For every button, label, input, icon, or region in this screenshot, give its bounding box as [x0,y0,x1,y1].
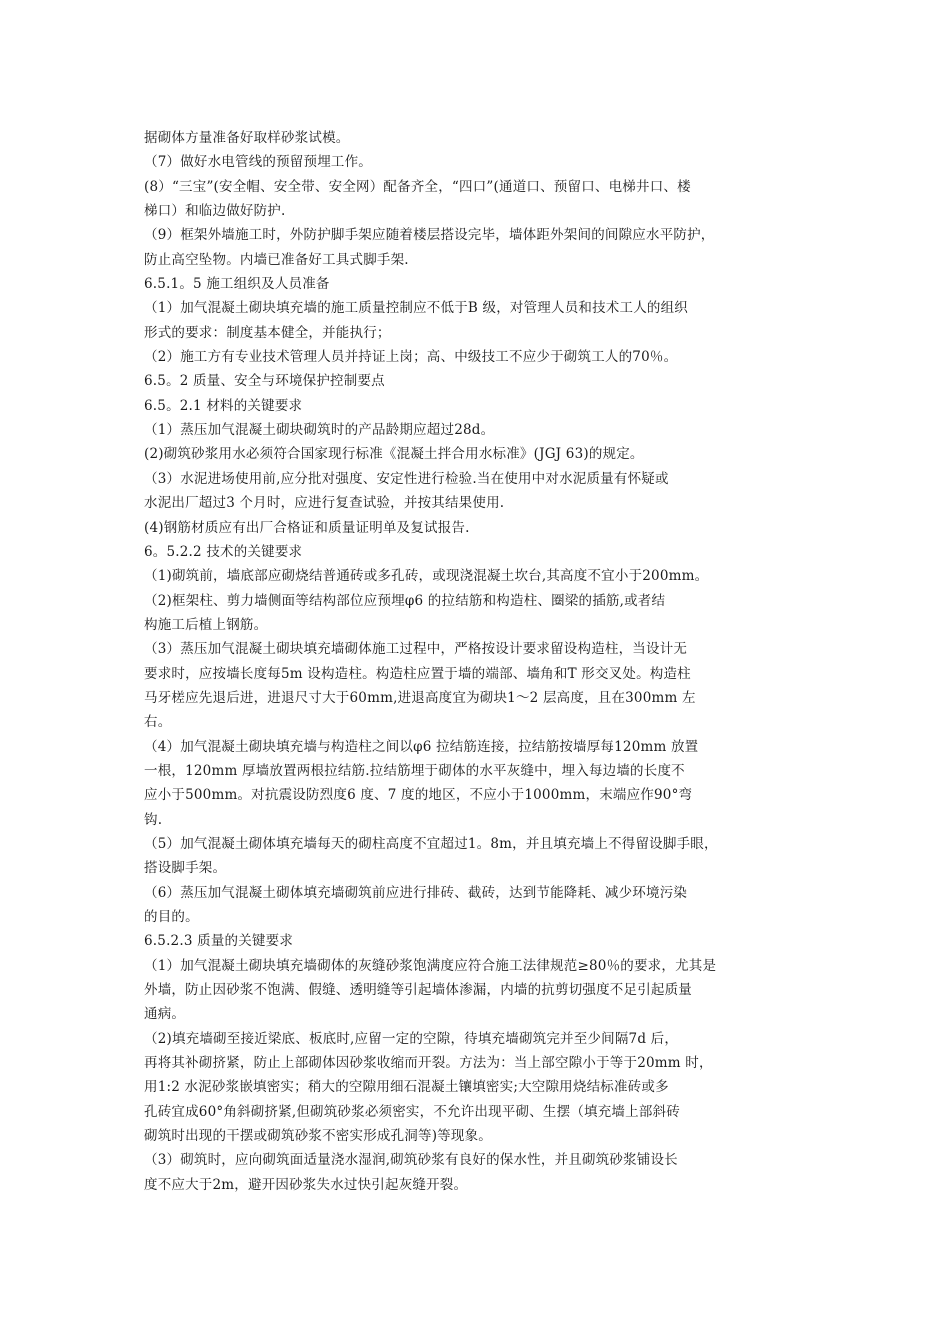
text-line: （1）加气混凝土砌块填充墙砌体的灰缝砂浆饱满度应符合施工法律规范≥80％的要求，尤其是 [144,957,717,974]
text-line: 要求时，应按墙长度每5m 设构造柱。构造柱应置于墙的端部、墙角和T 形交叉处。构造柱 [144,665,691,682]
text-line: （1）加气混凝土砌块填充墙的施工质量控制应不低于B 级，对管理人员和技术工人的组织 [144,300,688,317]
text-line: 通病。 [144,1006,186,1023]
text-line: （3）砌筑时，应向砌筑面适量浇水湿润,砌筑砂浆有良好的保水性，并且砌筑砂浆铺设长 [144,1152,678,1169]
text-line: 构施工后植上钢筋。 [144,616,268,633]
text-line: 据砌体方量准备好取样砂浆试模。 [144,130,350,146]
text-line: 形式的要求：制度基本健全，并能执行； [144,324,391,341]
text-line: 一根，120mm 厚墙放置两根拉结筋.拉结筋埋于砌体的水平灰缝中，埋入每边墙的长度不 [144,762,685,779]
text-line: （2）施工方有专业技术管理人员并持证上岗；高、中级技工不应少于砌筑工人的70％。 [144,349,678,366]
text-line: (4)钢筋材质应有出厂合格证和质量证明单及复试报告. [144,519,470,536]
text-line: 梯口）和临边做好防护. [144,203,286,220]
text-line: （4）加气混凝土砌块填充墙与构造柱之间以φ6 拉结筋连接，拉结筋按墙厚每120mm 放置 [144,738,699,755]
text-line: 右。 [144,714,172,731]
text-line: （2)填充墙砌至接近梁底、板底时,应留一定的空隙，待填充墙砌筑完并至少间隔7d 后， [144,1030,679,1047]
text-line: （3）蒸压加气混凝土砌块填充墙砌体施工过程中，严格按设计要求留设构造柱，当设计无 [144,641,688,658]
text-line: （1)砌筑前，墙底部应砌烧结普通砖或多孔砖，或现浇混凝土坎台,其高度不宜小于200mm。 [144,568,709,585]
text-line: 水泥出厂超过3 个月时，应进行复查试验，并按其结果使用. [144,495,505,512]
text-line: （6）蒸压加气混凝土砌体填充墙砌筑前应进行排砖、截砖，达到节能降耗、减少环境污染 [144,884,688,901]
text-line: (2)砌筑砂浆用水必须符合国家现行标准《混凝土拌合用水标准》(JGJ 63)的规定。 [144,446,644,463]
text-line: （1）蒸压加气混凝土砌块砌筑时的产品龄期应超过28d。 [144,422,495,439]
text-line: 用1:2 水泥砂浆嵌填密实；稍大的空隙用细石混凝土镶填密实;大空隙用烧结标准砖或多 [144,1079,669,1096]
text-line: （7）做好水电管线的预留预埋工作。 [144,154,372,171]
text-line: 砌筑时出现的干摆或砌筑砂浆不密实形成孔洞等)等现象。 [144,1128,492,1145]
section-heading: 6.5.2.3 质量的关键要求 [144,933,294,950]
text-line: （5）加气混凝土砌体填充墙每天的砌柱高度不宜超过1。8m，并且填充墙上不得留设脚手眼， [144,835,718,852]
text-line: 孔砖宜成60°角斜砌挤紧,但砌筑砂浆必须密实，不允许出现平砌、生摆（填充墙上部斜砖 [144,1103,680,1120]
text-line: (8）“三宝”(安全帽、安全带、安全网）配备齐全，“四口”(通道口、预留口、电梯井口、楼 [144,178,691,195]
section-heading: 6.5。2.1 材料的关键要求 [144,397,303,414]
text-line: 搭设脚手架。 [144,860,227,877]
text-line: （3）水泥进场使用前,应分批对强度、安定性进行检验.当在使用中对水泥质量有怀疑或 [144,470,669,487]
section-heading: 6.5.1。5 施工组织及人员准备 [144,276,330,293]
text-line: 外墙，防止因砂浆不饱满、假缝、透明缝等引起墙体渗漏，内墙的抗剪切强度不足引起质量 [144,982,692,999]
text-line: （2)框架柱、剪力墙侧面等结构部位应预埋φ6 的拉结筋和构造柱、圈梁的插筋,或者结 [144,592,666,609]
text-line: 的目的。 [144,909,199,925]
text-line: 防止高空坠物。内墙已准备好工具式脚手架. [144,251,409,268]
text-line: 再将其补砌挤紧，防止上部砌体因砂浆收缩而开裂。方法为：当上部空隙小于等于20mm 时， [144,1055,713,1072]
text-line: 应小于500mm。对抗震设防烈度6 度、7 度的地区，不应小于1000mm，末端应作90°弯 [144,787,693,804]
text-line: 钩. [144,811,163,828]
text-line: 马牙槎应先退后进，进退尺寸大于60mm,进退高度宜为砌块1～2 层高度，且在300mm 左 [144,689,696,706]
section-heading: 6.5。2 质量、安全与环境保护控制要点 [144,373,385,390]
text-line: 度不应大于2m，避开因砂浆失水过快引起灰缝开裂。 [144,1176,468,1193]
document-body [144,126,824,1197]
text-line: （9）框架外墙施工时，外防护脚手架应随着楼层搭设完毕，墙体距外架间的间隙应水平防护， [144,227,715,244]
section-heading: 6。5.2.2 技术的关键要求 [144,543,303,560]
